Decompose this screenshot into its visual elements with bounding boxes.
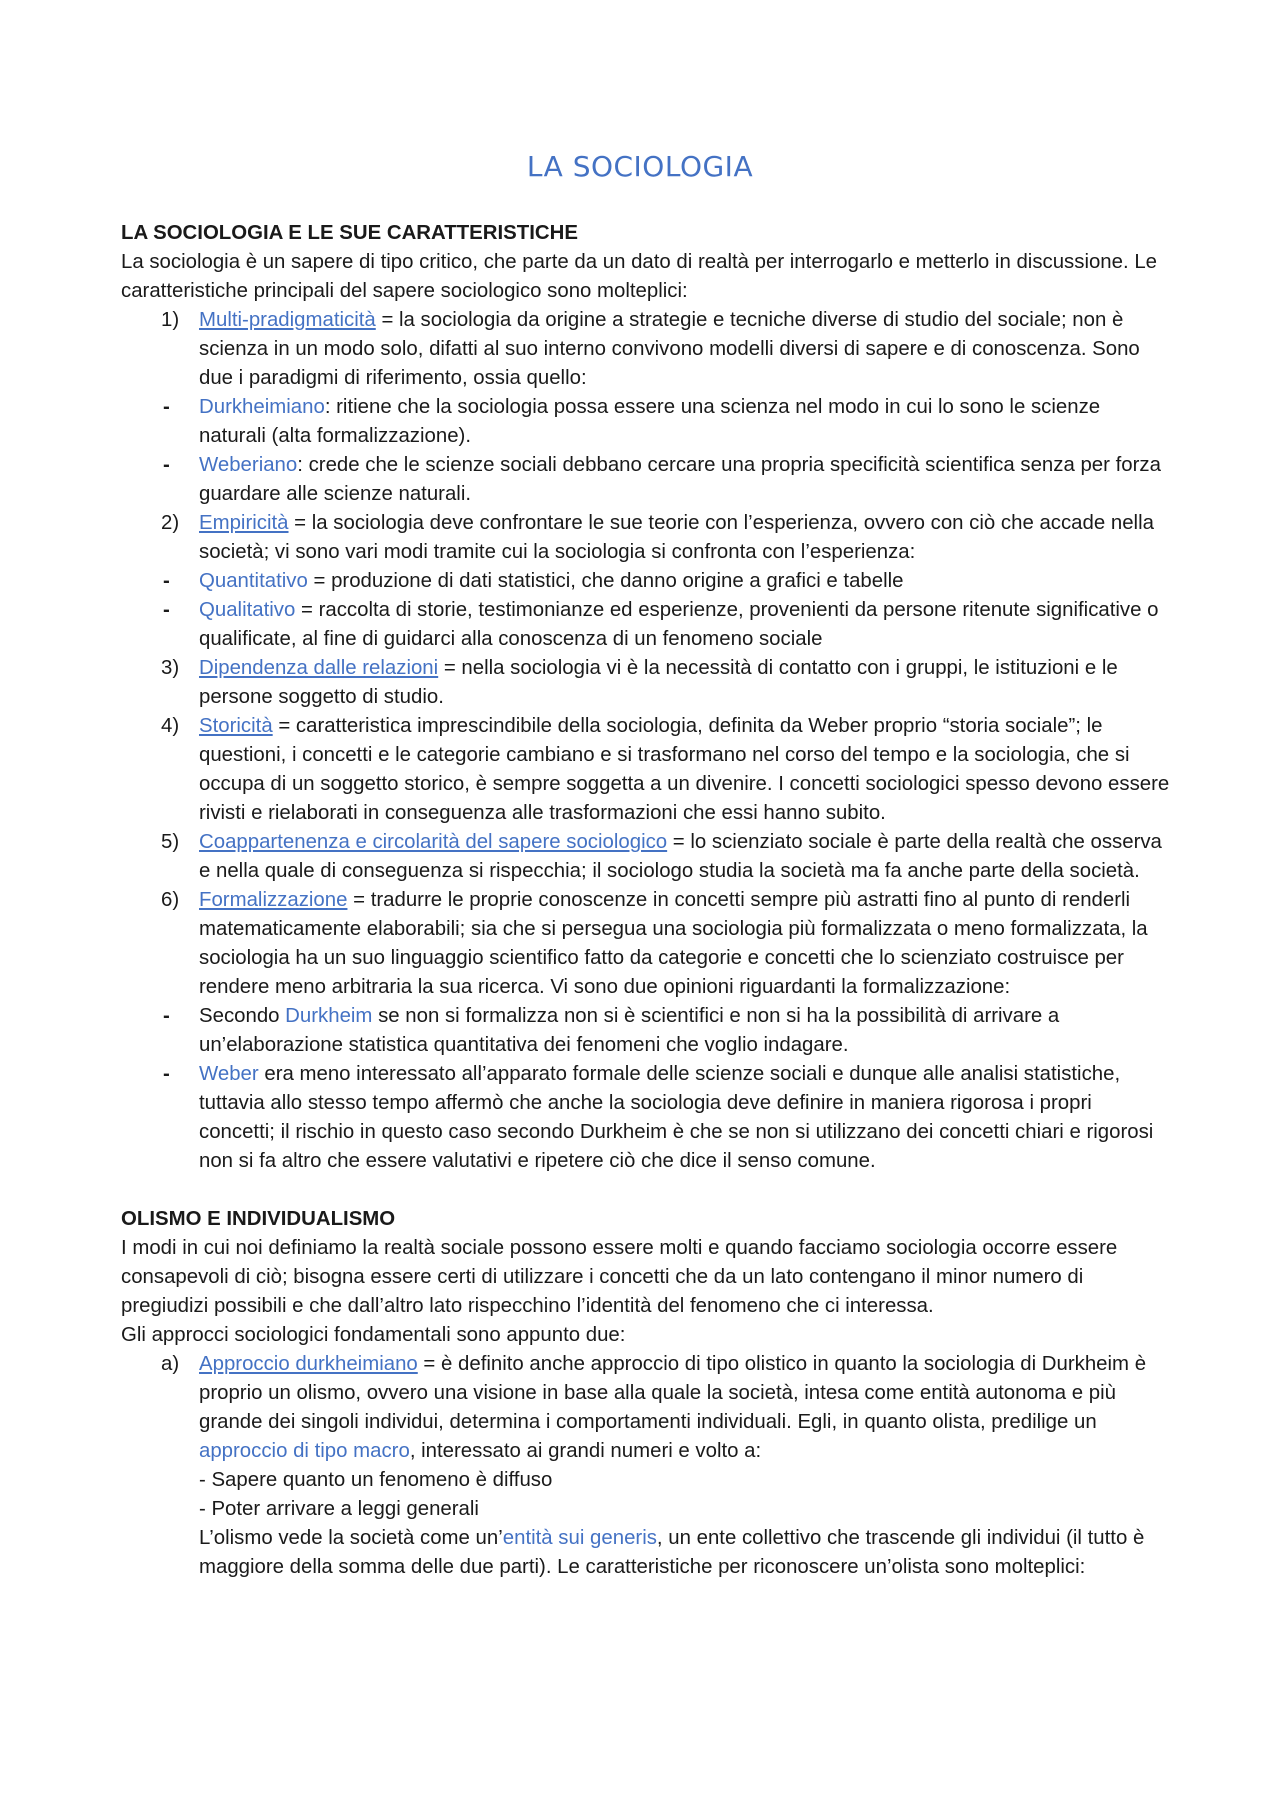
spacer: [121, 1176, 1171, 1205]
dash-item: [121, 1060, 1171, 1176]
section-heading: LA SOCIOLOGIA E LE SUE CARATTERISTICHE: [121, 222, 578, 244]
item-text: = tradurre le proprie conoscenze in concetti sempre più astratti fino al punto di renderli matematicamente elaborabili; sia che si persegua una sociologia più formalizzata o meno formalizzata, la sociologia ha un suo linguaggio scientifico fatto da categorie e concetti che lo scienziato costruisce per rendere meno arbitraria la sua ricerca. Vi sono due opinioni riguardanti la formalizzazione:: [199, 889, 1148, 998]
section-intro-2: Gli approcci sociologici fondamentali sono appunto due:: [121, 1324, 626, 1346]
closing-text: L’olismo vede la società come un’: [199, 1527, 503, 1549]
keyword: Qualitativo: [199, 599, 296, 621]
item-text: se non si formalizza non si è scientifici e non si ha la possibilità di arrivare a un’elaborazione statistica quantitativa dei fenomeni che voglio indagare.: [199, 1005, 1060, 1056]
section-heading: OLISMO E INDIVIDUALISMO: [121, 1208, 396, 1230]
item-text: = lo scienziato sociale è parte della realtà che osserva e nella quale di conseguenza si rispecchia; il sociologo studia la società ma fa anche parte della società.: [199, 831, 1162, 882]
item-text: = nella sociologia vi è la necessità di contatto con i gruppi, le istituzioni e le persone soggetto di studio.: [199, 657, 1118, 708]
bullet-line: - Poter arrivare a leggi generali: [199, 1498, 479, 1520]
item-text: : crede che le scienze sociali debbano cercare una propria specificità scientifica senza per forza guardare alle scienze naturali.: [199, 454, 1161, 505]
numbered-item: [121, 509, 1171, 567]
item-text: era meno interessato all’apparato formale delle scienze sociali e dunque alle analisi statistiche, tuttavia allo stesso tempo affermò che anche la sociologia deve definire in maniera rigorosa i propri concetti; il rischio in questo caso secondo Durkheim è che se non si utilizzano dei concetti chiari e rigorosi non si fa altro che essere valutativi e ripetere ciò che dice il senso comune.: [199, 1063, 1154, 1172]
list-marker: -: [163, 1005, 170, 1027]
list-marker: a): [161, 1353, 180, 1375]
keyword: Durkheim: [285, 1005, 373, 1027]
dash-item: [121, 1002, 1171, 1060]
document-body: [121, 219, 1171, 1582]
list-item: [121, 1350, 1171, 1466]
list-marker: -: [163, 396, 170, 418]
keyword: Weber: [199, 1063, 259, 1085]
item-text: : ritiene che la sociologia possa essere una scienza nel modo in cui lo sono le scienze naturali (alta formalizzazione).: [199, 396, 1101, 447]
dash-item: [121, 567, 1171, 596]
item-text: = produzione di dati statistici, che danno origine a grafici e tabelle: [307, 570, 904, 592]
keyword-link[interactable]: Empiricità: [199, 512, 289, 534]
keyword: entità sui generis: [502, 1527, 657, 1549]
closing-paragraph: [121, 1524, 1171, 1582]
item-text: = caratteristica imprescindibile della sociologia, definita da Weber proprio “storia sociale”; le questioni, i concetti e le categorie cambiano e si trasformano nel corso del tempo e la sociologia, che si occupa di un soggetto storico, è sempre soggetta a un divenire. I concetti sociologici spesso devono essere rivisti e rielaborati in conseguenza alle trasformazioni che essi hanno subito.: [199, 715, 1170, 824]
dash-item: [121, 393, 1171, 451]
keyword: Durkheimiano: [199, 396, 325, 418]
item-text: Secondo: [199, 1005, 286, 1027]
keyword-link[interactable]: Dipendenza dalle relazioni: [199, 657, 439, 679]
numbered-item: [121, 828, 1171, 886]
list-marker: 5): [161, 831, 180, 853]
characteristics-list: [121, 306, 1171, 1176]
numbered-item: [121, 654, 1171, 712]
keyword: Weberiano: [199, 454, 298, 476]
dash-item: [121, 596, 1171, 654]
list-marker: 4): [161, 715, 180, 737]
page-title: LA SOCIOLOGIA: [526, 150, 754, 183]
item-text: = raccolta di storie, testimonianze ed esperienze, provenienti da persone ritenute significative o qualificate, al fine di guidarci alla conoscenza di un fenomeno sociale: [199, 599, 1159, 650]
keyword-link[interactable]: Storicità: [199, 715, 273, 737]
numbered-item: [121, 886, 1171, 1002]
keyword-link[interactable]: Approccio durkheimiano: [199, 1353, 418, 1375]
bullet-line: - Sapere quanto un fenomeno è diffuso: [199, 1469, 553, 1491]
list-marker: 2): [161, 512, 180, 534]
list-marker: -: [163, 599, 170, 621]
keyword-link[interactable]: Multi-pradigmaticità: [199, 309, 376, 331]
list-marker: 3): [161, 657, 180, 679]
dash-item: [121, 451, 1171, 509]
keyword-link[interactable]: Formalizzazione: [199, 889, 348, 911]
item-text: = la sociologia deve confrontare le sue teorie con l’esperienza, ovvero con ciò che accade nella società; vi sono vari modi tramite cui la sociologia si confronta con l’esperienza:: [199, 512, 1154, 563]
item-text: , interessato ai grandi numeri e volto a:: [409, 1440, 762, 1462]
keyword: Quantitativo: [199, 570, 308, 592]
list-marker: 1): [161, 309, 180, 331]
item-text: = è definito anche approccio di tipo olistico in quanto la sociologia di Durkheim è proprio un olismo, ovvero una visione in base alla quale la società, intesa come entità autonoma e più grande dei singoli individui, determina i comportamenti individuali. Egli, in quanto olista, predilige un: [199, 1353, 1147, 1433]
keyword-link[interactable]: Coappartenenza e circolarità del sapere sociologico: [199, 831, 668, 853]
section-intro: La sociologia è un sapere di tipo critico, che parte da un dato di realtà per interrogarlo e metterlo in discussione. Le caratteristiche principali del sapere sociologico sono molteplici:: [121, 251, 1157, 302]
numbered-item: [121, 306, 1171, 393]
keyword: approccio di tipo macro: [199, 1440, 410, 1462]
section-intro: I modi in cui noi definiamo la realtà sociale possono essere molti e quando facciamo sociologia occorre essere consapevoli di ciò; bisogna essere certi di utilizzare i concetti che da un lato contengano il minor numero di pregiudizi possibili e che dall’altro lato rispecchino l’identità del fenomeno che ci interessa.: [121, 1237, 1118, 1317]
list-marker: 6): [161, 889, 180, 911]
list-marker: -: [163, 570, 170, 592]
closing-text: , un ente collettivo che trascende gli individui (il tutto è maggiore della somma delle due parti). Le caratteristiche per riconoscere un’olista sono molteplici:: [199, 1527, 1145, 1578]
item-text: = la sociologia da origine a strategie e tecniche diverse di studio del sociale; non è scienza in un modo solo, difatti al suo interno convivono modelli diversi di sapere e di conoscenza. Sono due i paradigmi di riferimento, ossia quello:: [199, 309, 1140, 389]
list-marker: -: [163, 454, 170, 476]
list-marker: -: [163, 1063, 170, 1085]
numbered-item: [121, 712, 1171, 828]
